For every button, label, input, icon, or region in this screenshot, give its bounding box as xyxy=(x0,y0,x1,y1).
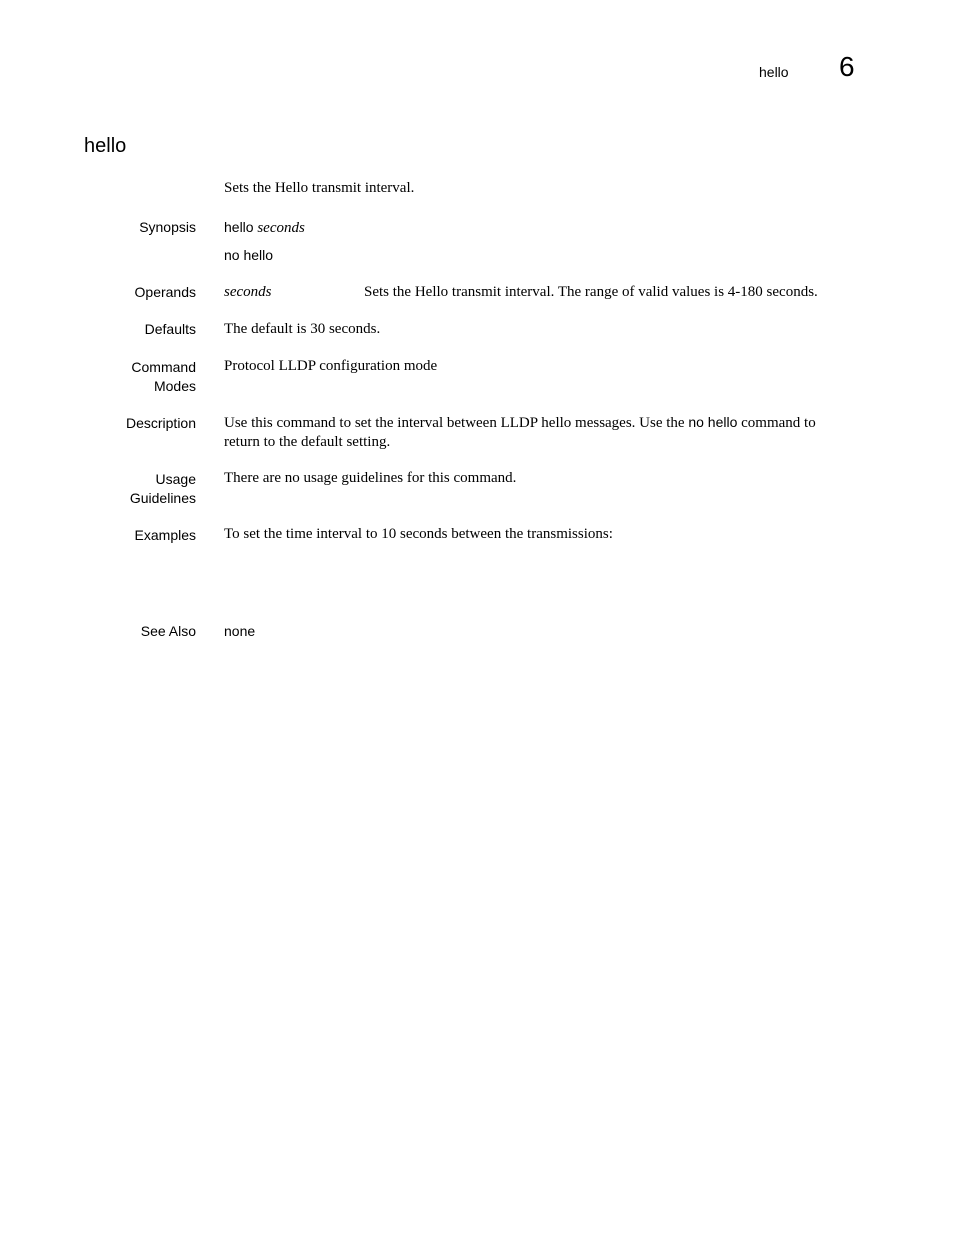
synopsis-line-2 xyxy=(224,246,273,266)
synopsis-no-form: no hello xyxy=(224,247,274,263)
see-also-label: See Also xyxy=(140,623,196,639)
synopsis-keyword: hello xyxy=(224,219,254,235)
description-label: Description xyxy=(125,415,196,431)
usage-guidelines-text: There are no usage guidelines for this command. xyxy=(224,470,517,486)
command-modes-label xyxy=(0,358,196,396)
synopsis-variable: seconds xyxy=(257,220,305,236)
examples-label: Examples xyxy=(134,527,196,543)
command-modes-label-line-2: Modes xyxy=(153,378,196,394)
usage-label-line-1: Usage xyxy=(155,471,196,487)
chapter-number: 6 xyxy=(839,51,855,82)
defaults-label: Defaults xyxy=(144,321,196,337)
usage-label-line-2: Guidelines xyxy=(129,490,196,506)
description-text-before: Use this command to set the interval between LLDP hello messages. Use the xyxy=(224,415,689,431)
command-modes-label-line-1: Command xyxy=(131,359,196,375)
description-line-1 xyxy=(224,413,816,433)
synopsis-label: Synopsis xyxy=(139,219,196,235)
examples-text: To set the time interval to 10 seconds between the transmissions: xyxy=(224,526,613,542)
defaults-text: The default is 30 seconds. xyxy=(224,321,381,337)
operand-name: seconds xyxy=(224,284,272,300)
description-keyword: no hello xyxy=(688,414,738,430)
see-also-text: none xyxy=(224,623,256,639)
description-line-2: return to the default setting. xyxy=(224,434,391,450)
running-head: hello xyxy=(759,64,789,80)
operands-label: Operands xyxy=(134,284,196,300)
usage-guidelines-label xyxy=(0,470,196,508)
synopsis-line-1 xyxy=(224,218,305,238)
description-text-after: command to xyxy=(737,415,816,431)
command-summary: Sets the Hello transmit interval. xyxy=(224,180,415,196)
operand-description: Sets the Hello transmit interval. The range of valid values is 4-180 seconds. xyxy=(364,284,818,300)
description-text xyxy=(224,413,816,452)
command-modes-text: Protocol LLDP configuration mode xyxy=(224,358,438,374)
page-title: hello xyxy=(84,135,127,157)
